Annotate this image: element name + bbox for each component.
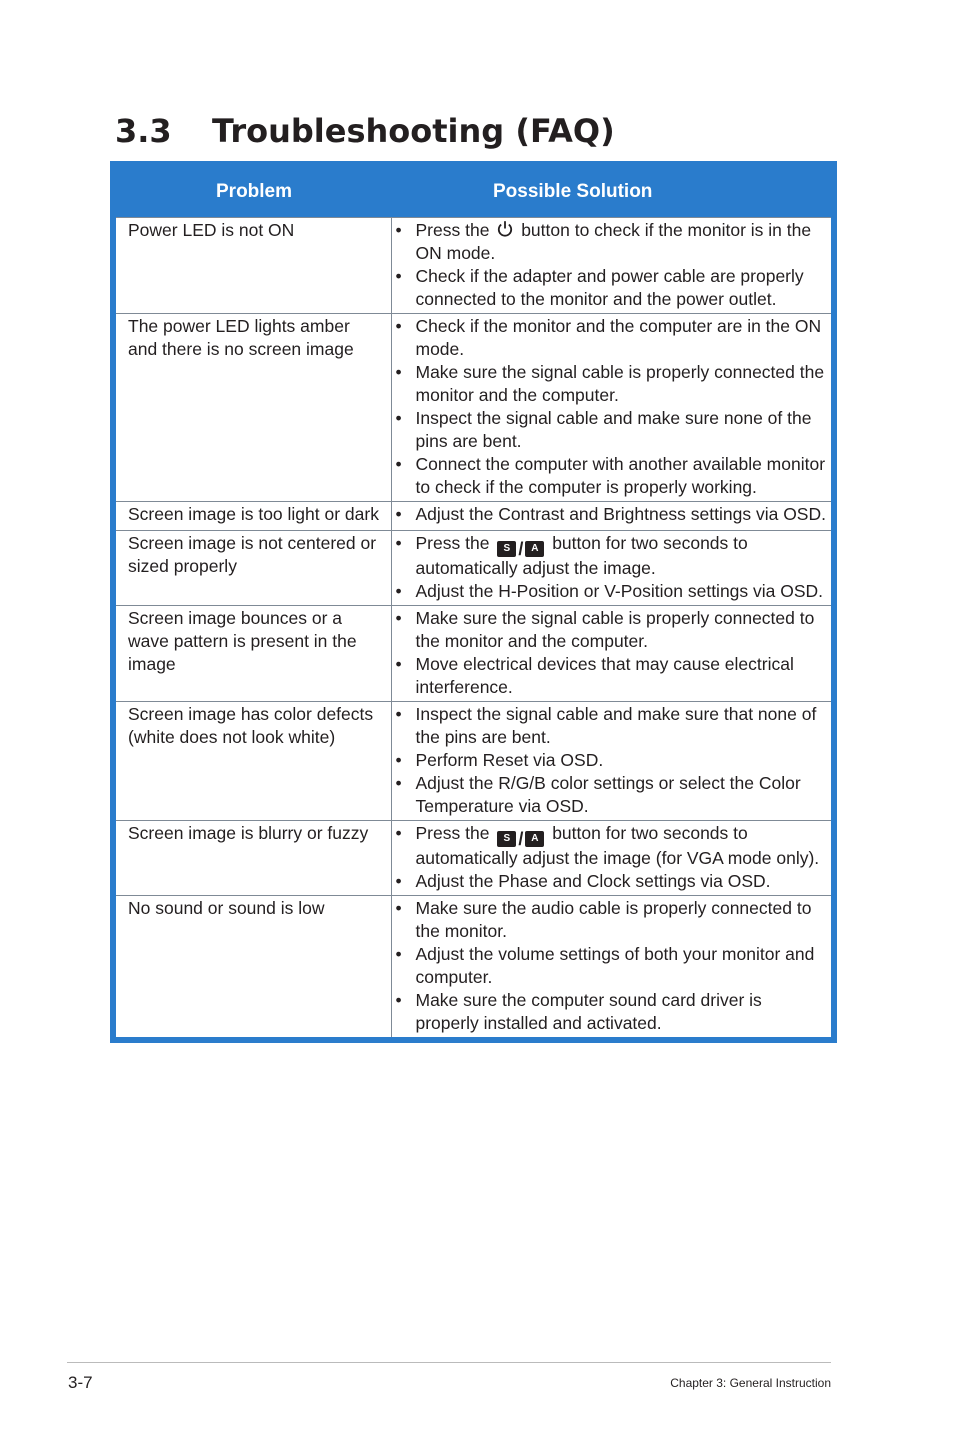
table-row [116, 606, 831, 702]
solution-list [392, 315, 828, 499]
problem-cell: Screen image is blurry or fuzzy [116, 821, 391, 896]
solution-item [392, 822, 828, 870]
solution-cell [391, 702, 831, 821]
table-row [116, 702, 831, 821]
splendid-auto-adjust-icon [497, 831, 544, 847]
solution-item [392, 532, 828, 580]
solution-list [392, 503, 828, 526]
section-heading [115, 112, 615, 150]
solution-item: • Check if the monitor and the computer are in the ON mode. [392, 315, 828, 361]
solution-list [392, 532, 828, 603]
problem-cell: Screen image has color defects (white does not look white) [116, 702, 391, 821]
solution-text: Press the [415, 220, 490, 240]
solution-item: • Inspect the signal cable and make sure that none of the pins are bent. [392, 703, 828, 749]
icon-separator: / [518, 829, 524, 849]
solution-item: • Perform Reset via OSD. [392, 749, 828, 772]
solution-item: • Make sure the computer sound card driver is properly installed and activated. [392, 989, 828, 1035]
solution-list [392, 219, 828, 311]
section-title: Troubleshooting (FAQ) [212, 112, 615, 150]
table-row [116, 531, 831, 606]
solution-item: • Make sure the signal cable is properly connected to the monitor and the computer. [392, 607, 828, 653]
solution-item: • Inspect the signal cable and make sure none of the pins are bent. [392, 407, 828, 453]
a-button-icon: A [525, 541, 544, 557]
problem-cell: The power LED lights amber and there is no screen image [116, 314, 391, 502]
s-button-icon: S [497, 831, 516, 847]
table-header-row [116, 167, 831, 218]
solution-list [392, 703, 828, 818]
section-number: 3.3 [115, 112, 172, 150]
table-row [116, 821, 831, 896]
problem-cell: Screen image is not centered or sized properly [116, 531, 391, 606]
solution-item: • Make sure the signal cable is properly connected the monitor and the computer. [392, 361, 828, 407]
solution-item: • Check if the adapter and power cable are properly connected to the monitor and the power outlet. [392, 265, 828, 311]
chapter-label: Chapter 3: General Instruction [670, 1376, 831, 1390]
solution-item: • Connect the computer with another available monitor to check if the computer is properly working. [392, 453, 828, 499]
a-button-icon: A [525, 831, 544, 847]
solution-list [392, 822, 828, 893]
footer-divider [67, 1362, 831, 1363]
solution-item: • Make sure the audio cable is properly connected to the monitor. [392, 897, 828, 943]
solution-text: button for two seconds to automatically adjust the image. [415, 533, 748, 578]
solution-cell [391, 218, 831, 314]
table-row [116, 502, 831, 531]
solution-text: Press the [415, 533, 490, 553]
solution-item: • Adjust the Phase and Clock settings via OSD. [392, 870, 828, 893]
solution-cell [391, 896, 831, 1038]
solution-item: • Adjust the H-Position or V-Position settings via OSD. [392, 580, 828, 603]
table-row [116, 218, 831, 314]
faq-table-body [116, 218, 831, 1038]
page-number: 3-7 [68, 1373, 93, 1392]
problem-cell: Screen image is too light or dark [116, 502, 391, 531]
solution-cell [391, 531, 831, 606]
solution-cell [391, 502, 831, 531]
solution-text: Press the [415, 823, 490, 843]
solution-text: button to check if the monitor is in the ON mode. [415, 220, 812, 263]
problem-cell: Power LED is not ON [116, 218, 391, 314]
solution-item [392, 219, 828, 265]
problem-cell: No sound or sound is low [116, 896, 391, 1038]
table-row [116, 314, 831, 502]
solution-cell [391, 606, 831, 702]
solution-cell [391, 821, 831, 896]
solution-text: button for two seconds to automatically adjust the image (for VGA mode only). [415, 823, 820, 868]
problem-column-header: Problem [116, 167, 391, 218]
solution-cell [391, 314, 831, 502]
icon-separator: / [518, 539, 524, 559]
solution-list [392, 607, 828, 699]
solution-item: • Adjust the R/G/B color settings or select the Color Temperature via OSD. [392, 772, 828, 818]
solution-item: • Adjust the Contrast and Brightness settings via OSD. [392, 503, 828, 526]
solution-list [392, 897, 828, 1035]
faq-table [116, 167, 831, 1037]
splendid-auto-adjust-icon [497, 541, 544, 557]
problem-cell: Screen image bounces or a wave pattern is present in the image [116, 606, 391, 702]
s-button-icon: S [497, 541, 516, 557]
solution-item: • Move electrical devices that may cause electrical interference. [392, 653, 828, 699]
solution-item: • Adjust the volume settings of both your monitor and computer. [392, 943, 828, 989]
table-row [116, 896, 831, 1038]
power-icon [496, 220, 514, 238]
solution-column-header: Possible Solution [391, 167, 831, 218]
